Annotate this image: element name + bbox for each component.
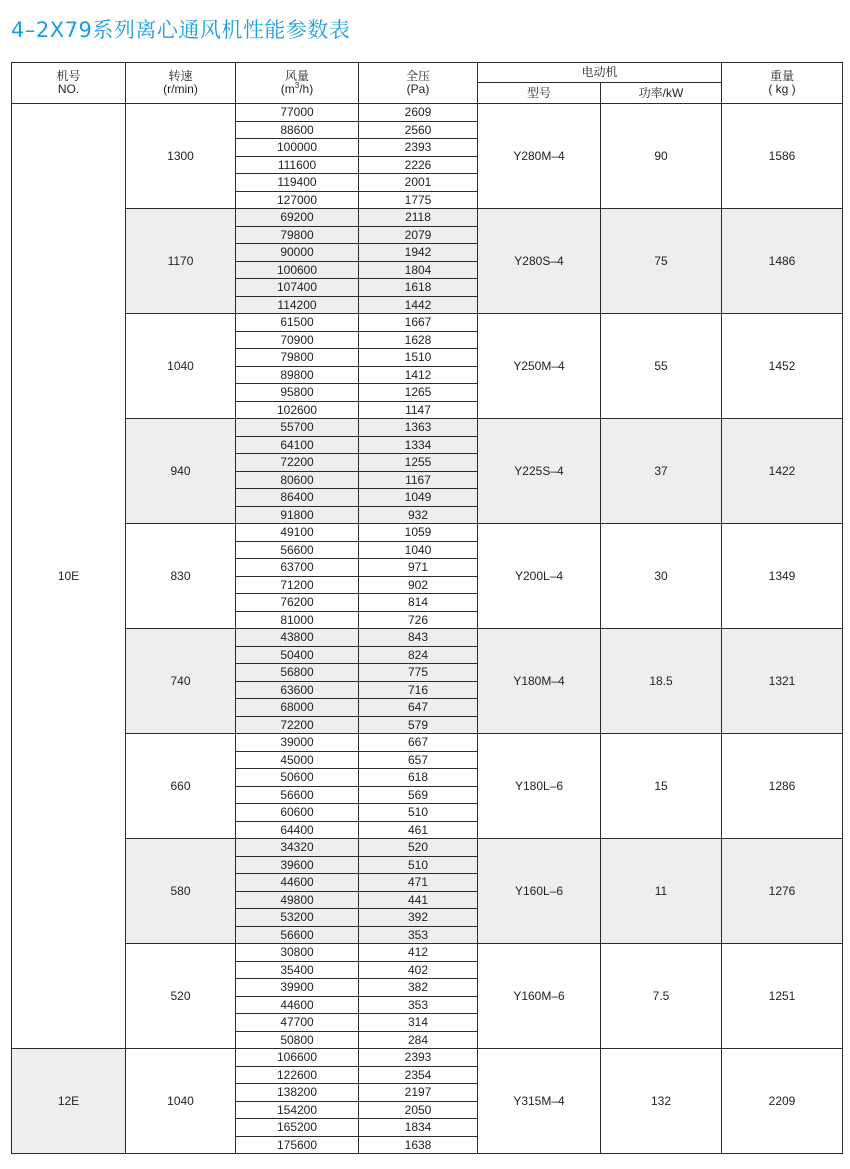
pressure-cell: 1638 [359,1136,478,1154]
pressure-cell: 2001 [359,174,478,192]
pressure-cell: 510 [359,856,478,874]
pressure-cell: 314 [359,1014,478,1032]
pressure-cell: 520 [359,839,478,857]
airflow-cell: 63600 [236,681,359,699]
pressure-cell: 1442 [359,296,478,314]
motor-model-cell: Y315M–4 [478,1049,601,1154]
pressure-cell: 353 [359,926,478,944]
pressure-cell: 1942 [359,244,478,262]
airflow-cell: 95800 [236,384,359,402]
motor-model-cell: Y160L–6 [478,839,601,944]
pressure-cell: 461 [359,821,478,839]
airflow-cell: 45000 [236,751,359,769]
motor-power-cell: 55 [601,314,722,419]
airflow-cell: 138200 [236,1084,359,1102]
header-airflow-label: 风量 [284,69,309,83]
pressure-cell: 1804 [359,261,478,279]
page-title: 4–2X79系列离心通风机性能参数表 [11,18,351,42]
table-row [12,314,843,332]
speed-cell: 660 [126,734,236,839]
airflow-cell: 43800 [236,629,359,647]
pressure-cell: 2560 [359,121,478,139]
airflow-cell: 175600 [236,1136,359,1154]
weight-cell: 1422 [722,419,843,524]
airflow-cell: 119400 [236,174,359,192]
motor-power-cell: 30 [601,524,722,629]
pressure-cell: 2609 [359,104,478,122]
pressure-cell: 2226 [359,156,478,174]
weight-cell: 1286 [722,734,843,839]
airflow-cell: 106600 [236,1049,359,1067]
pressure-cell: 1167 [359,471,478,489]
weight-cell: 1276 [722,839,843,944]
pressure-cell: 726 [359,611,478,629]
speed-cell: 740 [126,629,236,734]
airflow-cell: 49100 [236,524,359,542]
header-machine-no-en: NO. [57,82,80,96]
weight-cell: 1321 [722,629,843,734]
machine-no-cell: 12E [12,1049,126,1154]
airflow-cell: 72200 [236,454,359,472]
airflow-cell: 77000 [236,104,359,122]
motor-model-cell: Y250M–4 [478,314,601,419]
airflow-cell: 70900 [236,331,359,349]
pressure-cell: 569 [359,786,478,804]
speed-cell: 940 [126,419,236,524]
motor-model-cell: Y160M–6 [478,944,601,1049]
motor-model-cell: Y180M–4 [478,629,601,734]
airflow-cell: 61500 [236,314,359,332]
pressure-cell: 353 [359,996,478,1014]
airflow-cell: 39000 [236,734,359,752]
table-row [12,524,843,542]
table-row [12,629,843,647]
airflow-cell: 79800 [236,226,359,244]
speed-cell: 830 [126,524,236,629]
airflow-cell: 34320 [236,839,359,857]
pressure-cell: 1255 [359,454,478,472]
pressure-cell: 471 [359,874,478,892]
airflow-cell: 88600 [236,121,359,139]
motor-power-cell: 11 [601,839,722,944]
airflow-cell: 79800 [236,349,359,367]
header-airflow [236,63,359,104]
motor-power-cell: 37 [601,419,722,524]
weight-cell: 1486 [722,209,843,314]
airflow-cell: 35400 [236,961,359,979]
header-machine-no-label: 机号 [56,69,81,83]
header-speed [126,63,236,104]
table-row [12,209,843,227]
airflow-cell: 107400 [236,279,359,297]
speed-cell: 1040 [126,1049,236,1154]
airflow-cell: 100600 [236,261,359,279]
pressure-cell: 1334 [359,436,478,454]
speed-cell: 1040 [126,314,236,419]
header-weight-label: 重量 [770,69,795,83]
table-header [12,63,843,104]
pressure-cell: 2393 [359,139,478,157]
speed-cell: 580 [126,839,236,944]
table-row [12,839,843,857]
airflow-cell: 30800 [236,944,359,962]
table-row [12,104,843,122]
pressure-cell: 716 [359,681,478,699]
motor-model-cell: Y200L–4 [478,524,601,629]
pressure-cell: 647 [359,699,478,717]
airflow-cell: 80600 [236,471,359,489]
pressure-cell: 1412 [359,366,478,384]
motor-power-cell: 15 [601,734,722,839]
pressure-cell: 657 [359,751,478,769]
header-speed-unit: (r/min) [163,82,198,96]
airflow-cell: 56600 [236,541,359,559]
pressure-cell: 1775 [359,191,478,209]
airflow-cell: 81000 [236,611,359,629]
table-row [12,1049,843,1067]
airflow-cell: 68000 [236,699,359,717]
pressure-cell: 1147 [359,401,478,419]
motor-power-cell: 7.5 [601,944,722,1049]
performance-table [11,62,843,1154]
pressure-cell: 579 [359,716,478,734]
pressure-cell: 510 [359,804,478,822]
airflow-cell: 100000 [236,139,359,157]
pressure-cell: 1059 [359,524,478,542]
header-pressure-label: 全压 [405,69,430,83]
airflow-cell: 69200 [236,209,359,227]
airflow-cell: 64100 [236,436,359,454]
airflow-cell: 53200 [236,909,359,927]
pressure-cell: 2079 [359,226,478,244]
pressure-cell: 814 [359,594,478,612]
airflow-cell: 44600 [236,996,359,1014]
airflow-cell: 39600 [236,856,359,874]
pressure-cell: 2197 [359,1084,478,1102]
airflow-cell: 114200 [236,296,359,314]
airflow-cell: 50600 [236,769,359,787]
airflow-cell: 89800 [236,366,359,384]
table-row [12,734,843,752]
airflow-cell: 39900 [236,979,359,997]
motor-power-cell: 90 [601,104,722,209]
motor-model-cell: Y225S–4 [478,419,601,524]
motor-power-cell: 75 [601,209,722,314]
header-airflow-unit: $(m^3/h)$ [280,81,314,96]
pressure-cell: 1667 [359,314,478,332]
pressure-cell: 2393 [359,1049,478,1067]
pressure-cell: 971 [359,559,478,577]
machine-no-cell: 10E [12,104,126,1049]
header-motor: 电动机 [478,63,722,83]
airflow-cell: 91800 [236,506,359,524]
motor-model-cell: Y280S–4 [478,209,601,314]
weight-cell: 1586 [722,104,843,209]
pressure-cell: 843 [359,629,478,647]
pressure-cell: 932 [359,506,478,524]
airflow-cell: 56800 [236,664,359,682]
airflow-cell: 44600 [236,874,359,892]
airflow-cell: 71200 [236,576,359,594]
pressure-cell: 441 [359,891,478,909]
header-weight [722,63,843,104]
airflow-cell: 72200 [236,716,359,734]
motor-power-cell: 18.5 [601,629,722,734]
table-row [12,419,843,437]
airflow-cell: 55700 [236,419,359,437]
pressure-cell: 2118 [359,209,478,227]
header-pressure-unit: (Pa) [406,82,430,96]
pressure-cell: 284 [359,1031,478,1049]
pressure-cell: 1363 [359,419,478,437]
pressure-cell: 412 [359,944,478,962]
header-machine-no [12,63,126,104]
weight-cell: 1251 [722,944,843,1049]
pressure-cell: 1049 [359,489,478,507]
table-body [12,104,843,1154]
table-row [12,944,843,962]
airflow-cell: 60600 [236,804,359,822]
header-weight-unit: ( kg ) [768,82,796,96]
pressure-cell: 2354 [359,1066,478,1084]
weight-cell: 1452 [722,314,843,419]
pressure-cell: 618 [359,769,478,787]
pressure-cell: 667 [359,734,478,752]
header-motor-power: 功率/kW [601,83,722,104]
pressure-cell: 382 [359,979,478,997]
airflow-cell: 102600 [236,401,359,419]
speed-cell: 1170 [126,209,236,314]
pressure-cell: 824 [359,646,478,664]
airflow-cell: 50800 [236,1031,359,1049]
speed-cell: 1300 [126,104,236,209]
pressure-cell: 1040 [359,541,478,559]
airflow-cell: 56600 [236,926,359,944]
pressure-cell: 1265 [359,384,478,402]
airflow-cell: 154200 [236,1101,359,1119]
pressure-cell: 392 [359,909,478,927]
airflow-cell: 76200 [236,594,359,612]
motor-model-cell: Y180L–6 [478,734,601,839]
airflow-cell: 86400 [236,489,359,507]
header-pressure [359,63,478,104]
airflow-cell: 64400 [236,821,359,839]
pressure-cell: 1510 [359,349,478,367]
airflow-cell: 47700 [236,1014,359,1032]
header-speed-label: 转速 [168,69,193,83]
pressure-cell: 1834 [359,1119,478,1137]
pressure-cell: 902 [359,576,478,594]
airflow-cell: 111600 [236,156,359,174]
pressure-cell: 1618 [359,279,478,297]
airflow-cell: 49800 [236,891,359,909]
speed-cell: 520 [126,944,236,1049]
motor-model-cell: Y280M–4 [478,104,601,209]
airflow-cell: 63700 [236,559,359,577]
pressure-cell: 1628 [359,331,478,349]
pressure-cell: 402 [359,961,478,979]
airflow-cell: 50400 [236,646,359,664]
motor-power-cell: 132 [601,1049,722,1154]
header-motor-model: 型号 [478,83,601,104]
pressure-cell: 775 [359,664,478,682]
airflow-cell: 122600 [236,1066,359,1084]
airflow-cell: 165200 [236,1119,359,1137]
airflow-cell: 56600 [236,786,359,804]
airflow-cell: 127000 [236,191,359,209]
weight-cell: 1349 [722,524,843,629]
airflow-cell: 90000 [236,244,359,262]
pressure-cell: 2050 [359,1101,478,1119]
weight-cell: 2209 [722,1049,843,1154]
